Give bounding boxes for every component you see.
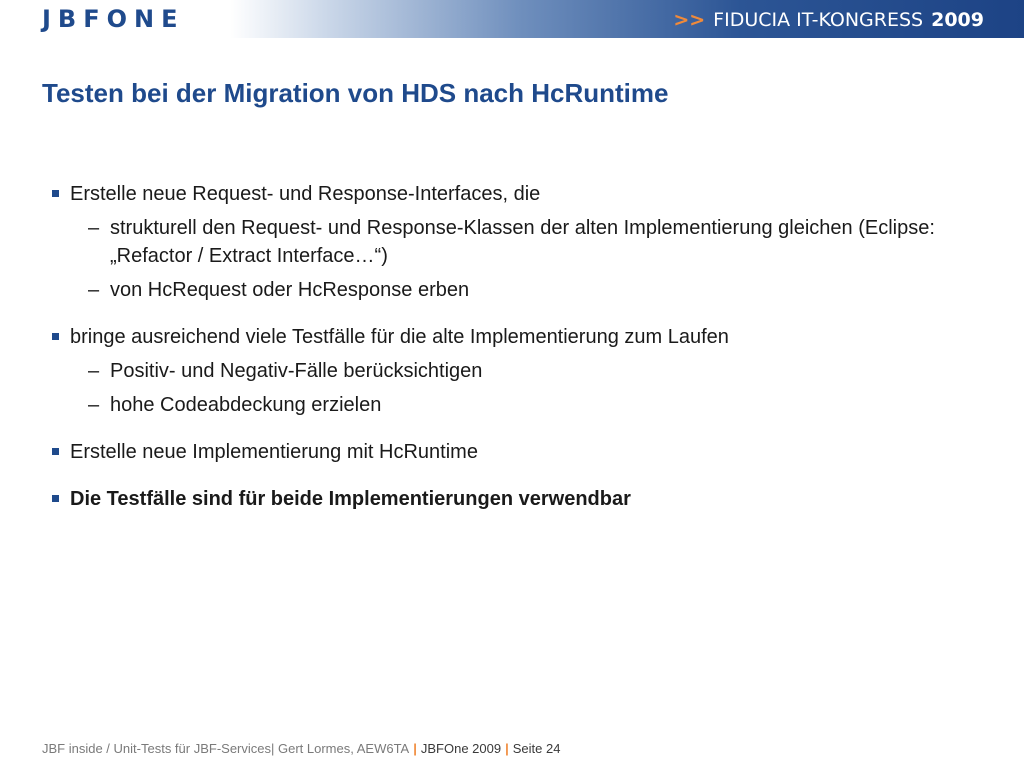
event-name: FIDUCIA IT-KONGRESS	[713, 9, 924, 31]
bullet-1	[52, 180, 972, 208]
bullet-marker	[52, 448, 59, 455]
bullet-marker	[52, 495, 59, 502]
dash-marker: –	[88, 279, 100, 301]
logo-text: JBFONE	[42, 5, 185, 33]
event-year: 2009	[931, 9, 984, 31]
bullet-2	[52, 323, 972, 351]
event-banner	[673, 6, 984, 34]
bullet-1-text: Erstelle neue Request- und Response-Interfaces, die	[70, 183, 541, 205]
dash-marker: –	[88, 217, 100, 239]
dash-marker: –	[88, 360, 100, 382]
bullet-3-text: Erstelle neue Implementierung mit HcRuntime	[70, 441, 478, 463]
footer-separator: |	[413, 741, 417, 756]
bullet-4-text: Die Testfälle sind für beide Implementierungen verwendbar	[70, 488, 631, 510]
header-bar	[0, 0, 1024, 38]
slide-title: Testen bei der Migration von HDS nach HcRuntime	[42, 78, 669, 108]
sub-bullet-2-2	[52, 391, 972, 419]
sub-bullet-2-2-text: hohe Codeabdeckung erzielen	[110, 394, 382, 416]
dash-marker: –	[88, 394, 100, 416]
footer-separator: |	[505, 741, 509, 756]
footer-event: JBFOne 2009	[420, 741, 502, 756]
footer	[42, 741, 560, 756]
sub-bullet-2-1	[52, 357, 972, 385]
bullet-marker	[52, 190, 59, 197]
bullet-2-text: bringe ausreichend viele Testfälle für die alte Implementierung zum Laufen	[70, 326, 729, 348]
bullet-marker	[52, 333, 59, 340]
sub-bullet-1-1	[52, 214, 972, 270]
sub-bullet-2-1-text: Positiv- und Negativ-Fälle berücksichtigen	[110, 360, 483, 382]
event-arrows: >>	[673, 9, 706, 31]
bullet-4	[52, 485, 972, 513]
sub-bullet-1-2-text: von HcRequest oder HcResponse erben	[110, 279, 470, 301]
sub-bullet-1-1-text: strukturell den Request- und Response-Klassen der alten Implementierung gleichen (Eclipse: „Refactor / Extract Interface…“)	[110, 217, 935, 267]
slide-content	[52, 180, 972, 513]
bullet-3	[52, 438, 972, 466]
sub-bullet-1-2	[52, 276, 972, 304]
jbfone-logo	[42, 4, 185, 34]
footer-page-number: Seite 24	[512, 741, 561, 756]
footer-source: JBF inside / Unit-Tests für JBF-Services| Gert Lormes, AEW6TA	[42, 741, 410, 756]
